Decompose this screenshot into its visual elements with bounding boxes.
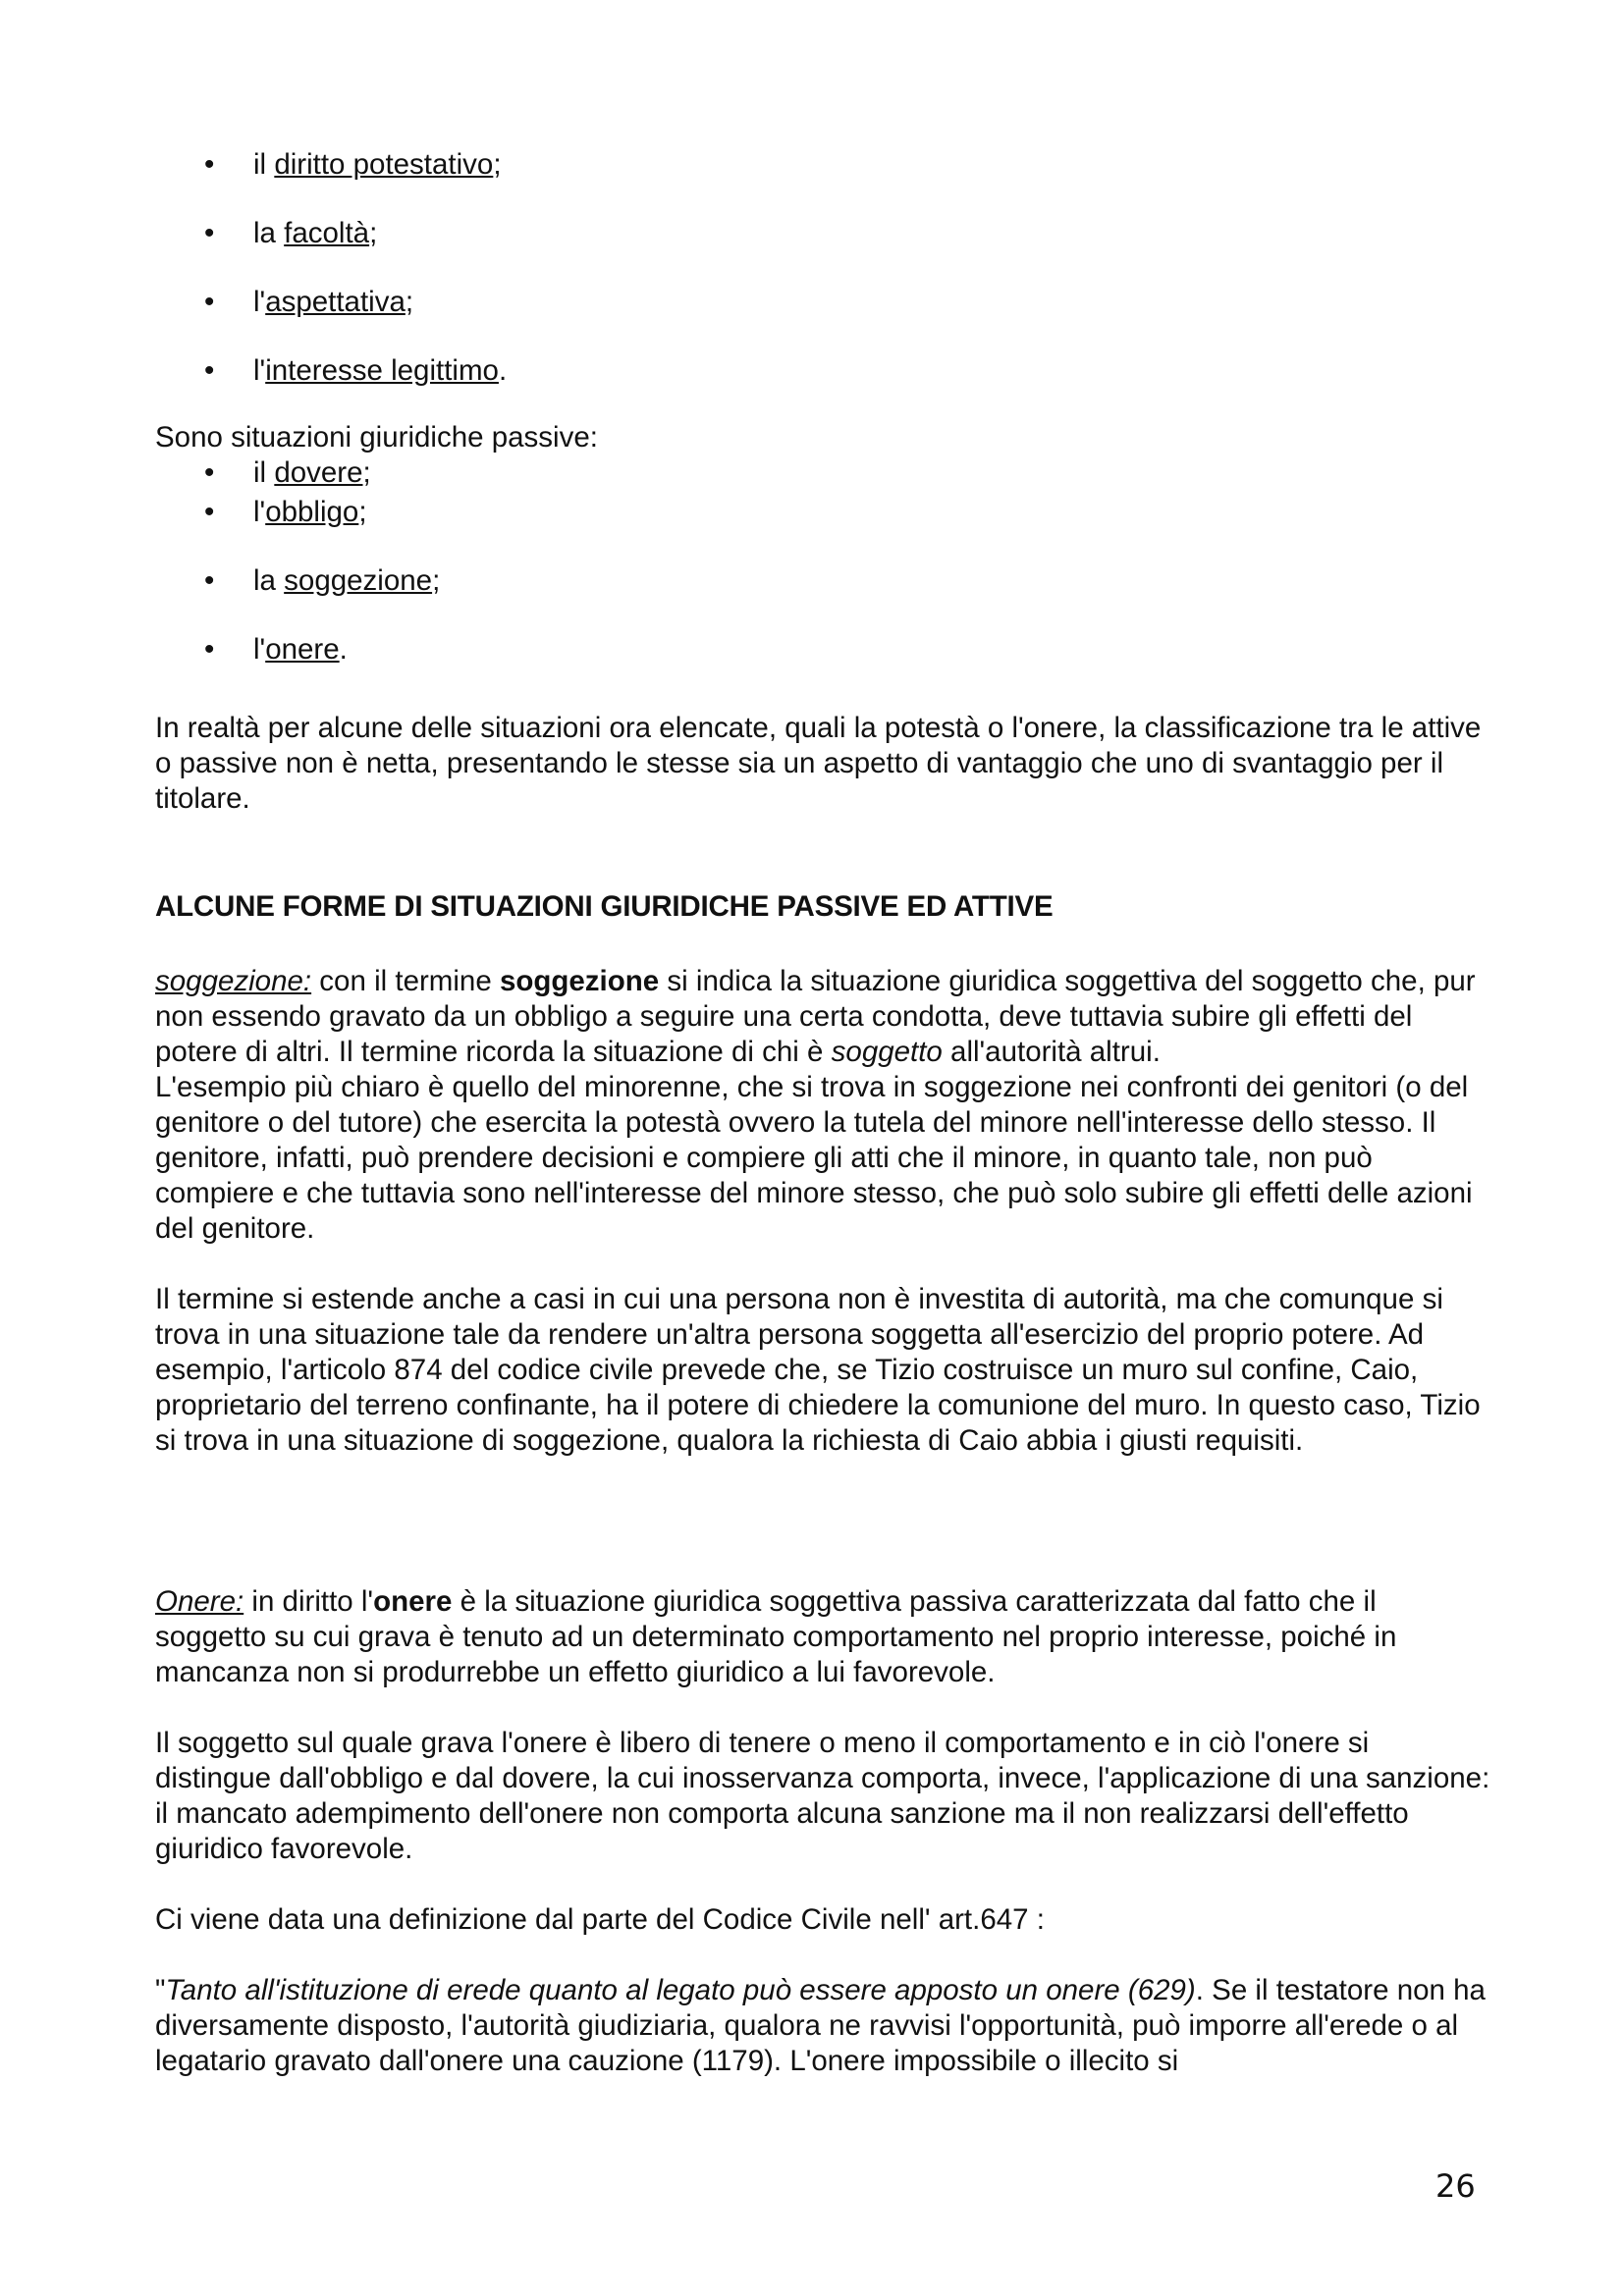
onere-bold-term: onere bbox=[373, 1585, 453, 1618]
list-item: • l'obbligo; bbox=[155, 495, 1490, 530]
soggezione-bold-term: soggezione bbox=[499, 965, 660, 997]
list-item: • la facoltà; bbox=[155, 216, 1490, 251]
soggezione-label: soggezione: bbox=[155, 965, 312, 997]
list-item: • l'interesse legittimo. bbox=[155, 353, 1490, 389]
codice-civile-intro: Ci viene data una definizione dal parte del Codice Civile nell' art.647 : bbox=[155, 1903, 1045, 1936]
list-item: • l'aspettativa; bbox=[155, 285, 1490, 320]
art-647-quote: "Tanto all'istituzione di erede quanto al legato può essere apposto un onere (629). Se il testatore non ha diversamente disposto, l'autorità giudiziaria, qualora ne ravvisi l'opportunità, può imporre all'erede o al legatario gravato dall'onere una cauzione (1179). L'onere impossibile o illecito si bbox=[155, 1974, 1486, 2077]
classification-note: In realtà per alcune delle situazioni ora elencate, quali la potestà o l'onere, la classificazione tra le attive o passive non è netta, presentando le stesse sia un aspetto di vantaggio che uno di svantaggio per il titolare. bbox=[155, 712, 1482, 815]
onere-label: Onere: bbox=[155, 1585, 244, 1618]
list-item: • la soggezione; bbox=[155, 563, 1490, 599]
link-soggezione[interactable]: soggezione bbox=[284, 564, 433, 597]
link-diritto-potestativo[interactable]: diritto potestativo bbox=[274, 148, 494, 181]
soggezione-extension: Il termine si estende anche a casi in cui una persona non è investita di autorità, ma che comunque si trova in una situazione tale da rendere un'altra persona soggetta all'esercizio del proprio potere. Ad esempio, l'articolo 874 del codice civile prevede che, se Tizio costruisce un muro sul confine, Caio, proprietario del terreno confinante, ha il potere di chiedere la comunione del muro. In questo caso, Tizio si trova in una situazione di soggezione, qualora la richiesta di Caio abbia i giusti requisiti. bbox=[155, 1283, 1481, 1457]
active-situations-list bbox=[155, 147, 1490, 389]
onere-definition: Onere: in diritto l'onere è la situazione giuridica soggettiva passiva caratterizzata dal fatto che il soggetto su cui grava è tenuto ad un determinato comportamento nel proprio interesse, poiché in mancanza non si produrrebbe un effetto giuridico a lui favorevole. bbox=[155, 1585, 1397, 1688]
soggezione-example: L'esempio più chiaro è quello del minorenne, che si trova in soggezione nei confronti dei genitori (o del genitore o del tutore) che esercita la potestà ovvero la tutela del minore nell'interesse dello stesso. Il genitore, infatti, può prendere decisioni e compiere gli atti che il minore, in quanto tale, non può compiere e che tuttavia sono nell'interesse del minore stesso, che può solo subire gli effetti delle azioni del genitore. bbox=[155, 1071, 1473, 1245]
list-item: • l'onere. bbox=[155, 632, 1490, 667]
quote-italic: Tanto all'istituzione di erede quanto al legato può essere apposto un onere (629) bbox=[165, 1974, 1196, 2006]
link-aspettativa[interactable]: aspettativa bbox=[265, 286, 406, 318]
link-interesse-legittimo[interactable]: interesse legittimo bbox=[265, 354, 499, 387]
passive-intro: Sono situazioni giuridiche passive: bbox=[155, 421, 598, 454]
link-obbligo[interactable]: obbligo bbox=[265, 496, 359, 528]
soggetto-italic: soggetto bbox=[831, 1036, 943, 1068]
link-facolta[interactable]: facoltà bbox=[284, 217, 370, 249]
link-dovere[interactable]: dovere bbox=[274, 456, 363, 489]
list-item: • il diritto potestativo; bbox=[155, 147, 1490, 183]
list-item: • il dovere; bbox=[155, 455, 1490, 491]
section-heading: ALCUNE FORME DI SITUAZIONI GIURIDICHE PASSIVE ED ATTIVE bbox=[155, 890, 1054, 923]
passive-situations-list bbox=[155, 455, 1490, 667]
page-number: 26 bbox=[1435, 2167, 1476, 2205]
soggezione-definition: soggezione: con il termine soggezione si indica la situazione giuridica soggettiva del soggetto che, pur non essendo gravato da un obbligo a seguire una certa condotta, deve tuttavia subire gli effetti del potere di altri. Il termine ricorda la situazione di chi è soggetto all'autorità altrui. bbox=[155, 965, 1476, 1068]
page-content bbox=[155, 147, 1490, 2079]
link-onere[interactable]: onere bbox=[265, 633, 340, 666]
onere-distinction: Il soggetto sul quale grava l'onere è libero di tenere o meno il comportamento e in ciò l'onere si distingue dall'obbligo e dal dovere, la cui inosservanza comporta, invece, l'applicazione di una sanzione: il mancato adempimento dell'onere non comporta alcuna sanzione ma il non realizzarsi dell'effetto giuridico favorevole. bbox=[155, 1727, 1490, 1865]
